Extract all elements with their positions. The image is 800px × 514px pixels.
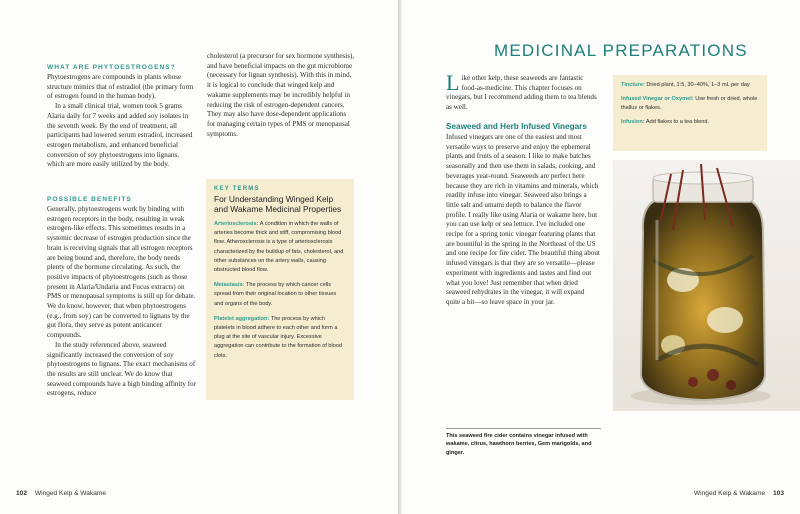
key-terms-box <box>206 179 354 400</box>
preparation-item <box>621 95 759 113</box>
section-heading-benefits: POSSIBLE BENEFITS <box>47 196 132 203</box>
paragraph: In a small clinical trial, women took 5 grams Alaria daily for 7 weeks and added soy isolates in the seventh week. By the end of treatment, all participants had lowered serum estradiol, increased estrogen metabolism, and enhanced beneficial conversion of soy phytoestrogens into lignans, which are more easily utilized by the body. <box>47 102 193 169</box>
left-page <box>0 0 398 514</box>
column-two-text <box>207 52 355 139</box>
preparations-box <box>613 75 767 151</box>
chapter-title: MEDICINAL PREPARATIONS <box>494 41 748 60</box>
section-heading-phytoestrogens: WHAT ARE PHYTOESTROGENS? <box>47 64 176 71</box>
preparation-label: Infused Vinegar or Oxymel: <box>621 96 694 102</box>
preparation-label: Infusion: <box>621 119 645 125</box>
key-term-definition: The process by which cancer cells spread from their original location to other tissues and organs of the body. <box>214 282 337 307</box>
right-page <box>402 0 800 514</box>
key-term-definition: The process by which platelets in blood adhere to each other and form a plug at the site of vascular injury. Excessive aggregation can contribute to the formation of blood clots. <box>214 315 343 359</box>
running-head: Winged Kelp & Wakame <box>693 490 766 497</box>
preparation-value: Add flakes to a tea blend. <box>644 119 709 125</box>
section-body-benefits <box>47 205 197 399</box>
preparation-item <box>621 118 759 127</box>
recipe-subheading: Seaweed and Herb Infused Vinegars <box>446 122 587 131</box>
page-number: 103 <box>772 490 784 497</box>
preparation-value: Dried plant, 1:5, 30–40%, 1–3 mL per day <box>644 82 750 88</box>
paragraph: Generally, phytoestrogens work by binding with estrogen receptors in the body, resulting in weak estrogen-like effects. This sometimes results in a systemic decrease of estrogen production since the brain is receiving signals that all estrogen receptors are being bound and, therefore, the body needs plenty of the hormone circulating. As such, the positive impacts of phytoestrogens (such as those present in Alaria/Undaria and Fucus extracts) on PMS or menopausal symptoms is still up for debate. We do know, however, that when phytoestrogens (e.g., from soy) can be converted to lignans by the gut flora, they serve as potent anticancer compounds. <box>47 205 196 340</box>
paragraph: cholesterol (a precursor for sex hormone synthesis), and have beneficial impacts on the gut microbiome (necessary for lignan synthesis). With this in mind, it is logical to conclude that winged kelp and wakame supplements may be incredibly helpful in reducing the risk of estrogen-dependent cancers. They may also have dose-dependent applications for managing certain types of PMS or menopausal symptoms. <box>207 52 355 138</box>
photo-caption: This seaweed fire cider contains vinegar infused with wakame, citrus, hawthorn berries, Gem marigolds, and ginger. <box>446 433 592 456</box>
running-head: Winged Kelp & Wakame <box>34 490 107 497</box>
paragraph: Phytoestrogens are compounds in plants whose structure mimics that of estradiol (the primary form of estrogen found in the human body). <box>47 73 194 101</box>
preparation-item <box>621 81 759 90</box>
key-terms-label: KEY TERMS <box>214 186 260 192</box>
preparation-value: Use fresh or dried, whole thallus or flakes. <box>621 96 758 111</box>
key-term-entry <box>214 281 346 309</box>
jar-photo <box>613 160 800 411</box>
key-term: Metastasis: <box>214 282 245 289</box>
paragraph: In the study referenced above, seaweed significantly increased the conversion of soy phytoestrogens to lignans. The exact mechanisms of the results are still unclear. We do know that seaweed compounds have a high binding affinity for estrogens, reduce <box>47 340 196 398</box>
drop-cap: L <box>446 70 460 95</box>
page-footer <box>16 490 106 497</box>
section-body-phytoestrogens <box>47 73 197 170</box>
preparation-label: Tincture: <box>621 82 645 88</box>
intro-text: ike other kelp, these seaweeds are fantastic food-as-medicine. This chapter focuses on vinegars, but I recommend adding them to tea blends as well. <box>446 74 597 112</box>
caption-rule <box>446 428 601 429</box>
intro-paragraph <box>446 70 598 113</box>
key-term-definition: A condition in which the walls of arteries become thick and stiff, compromising blood flow. Atherosclerosis is a type of arteriosclerosis characterized by the buildup of fats, cholesterol, and other substances on the artery walls, causing obstructed blood flow. <box>214 221 344 274</box>
page-number: 102 <box>16 490 28 497</box>
key-term: Platelet aggregation: <box>214 315 270 322</box>
key-term: Arteriosclerosis: <box>214 221 259 227</box>
key-terms-title: For Understanding Winged Kelp and Wakame Medicinal Properties <box>214 194 342 214</box>
key-term-entry <box>214 315 346 361</box>
page-footer <box>694 490 784 497</box>
key-term-entry <box>214 220 346 275</box>
recipe-body <box>446 133 600 308</box>
paragraph: Infused vinegars are one of the easiest and most versatile ways to preserve and enjoy the ephemeral plants and fruits of a season. I like to make batches seasonally and then use them in salads, cooking, and beverages year-round. Seaweeds are perfect here because they are rich in vitamins and minerals, which readily infuse into vinegar. Seaweed also brings a little salt and umami depth to balance the flavor profile. I really like using Alaria or wakame here, but you can use kelp or sea lettuce. I've included one recipe for a spring tonic vinegar featuring plants that are bountiful in the spring in the Northeast of the US and one recipe for fire cider. The beautiful thing about infused vinegars is that they are so versatile—please experiment with ingredients and tastes and find out what you love! Just remember that when dried seaweed rehydrates in the vinegar, it will expand quite a bit—so leave space in your jar. <box>446 133 600 306</box>
